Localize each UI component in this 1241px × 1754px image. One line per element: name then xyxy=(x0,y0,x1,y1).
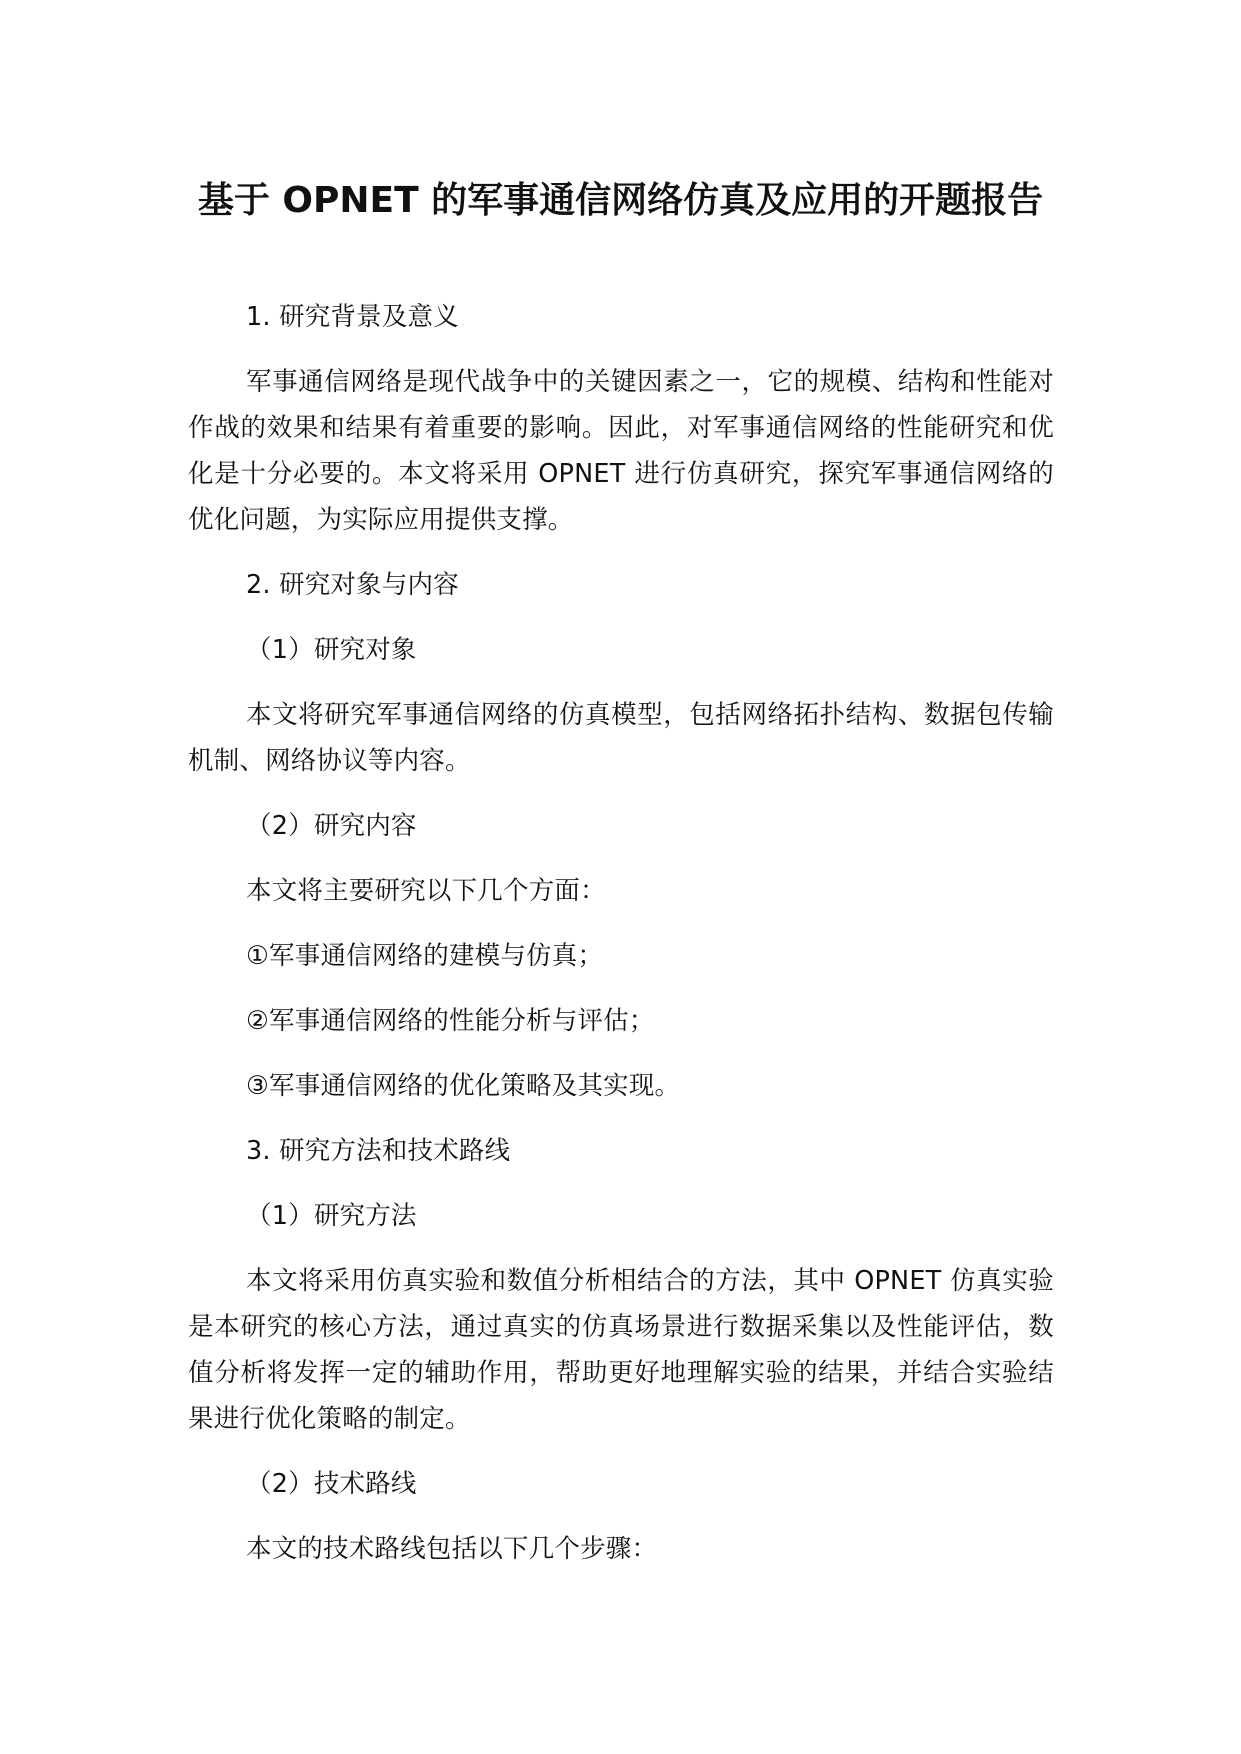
section-heading-1: 1. 研究背景及意义 xyxy=(246,302,459,332)
document-body xyxy=(188,294,1054,1591)
section-heading-2: 2. 研究对象与内容 xyxy=(246,570,459,600)
list-item: ②军事通信网络的性能分析与评估； xyxy=(246,1006,655,1036)
list-item: ③军事通信网络的优化策略及其实现。 xyxy=(246,1071,681,1101)
body-paragraph: 本文的技术路线包括以下几个步骤： xyxy=(246,1534,658,1564)
body-paragraph: 本文将采用仿真实验和数值分析相结合的方法，其中 OPNET 仿真实验是本研究的核心方法，通过真实的仿真场景进行数据采集以及性能评估，数值分析将发挥一定的辅助作用，帮助更好地理解实验的结果，并结合实验结果进行优化策略的制定。 xyxy=(188,1266,1054,1434)
body-paragraph: 本文将研究军事通信网络的仿真模型，包括网络拓扑结构、数据包传输机制、网络协议等内容。 xyxy=(188,700,1054,776)
body-paragraph: 本文将主要研究以下几个方面： xyxy=(246,876,606,906)
subheading-research-object: （1）研究对象 xyxy=(246,635,417,665)
list-item: ①军事通信网络的建模与仿真； xyxy=(246,941,604,971)
subheading-technical-route: （2）技术路线 xyxy=(246,1469,417,1499)
body-paragraph: 军事通信网络是现代战争中的关键因素之一，它的规模、结构和性能对作战的效果和结果有着重要的影响。因此，对军事通信网络的性能研究和优化是十分必要的。本文将采用 OPNET 进行仿真研究，探究军事通信网络的优化问题，为实际应用提供支撑。 xyxy=(188,367,1054,535)
section-heading-3: 3. 研究方法和技术路线 xyxy=(246,1136,511,1166)
document-title: 基于 OPNET 的军事通信网络仿真及应用的开题报告 xyxy=(197,180,1044,221)
subheading-research-method: （1）研究方法 xyxy=(246,1201,417,1231)
subheading-research-content: （2）研究内容 xyxy=(246,811,417,841)
